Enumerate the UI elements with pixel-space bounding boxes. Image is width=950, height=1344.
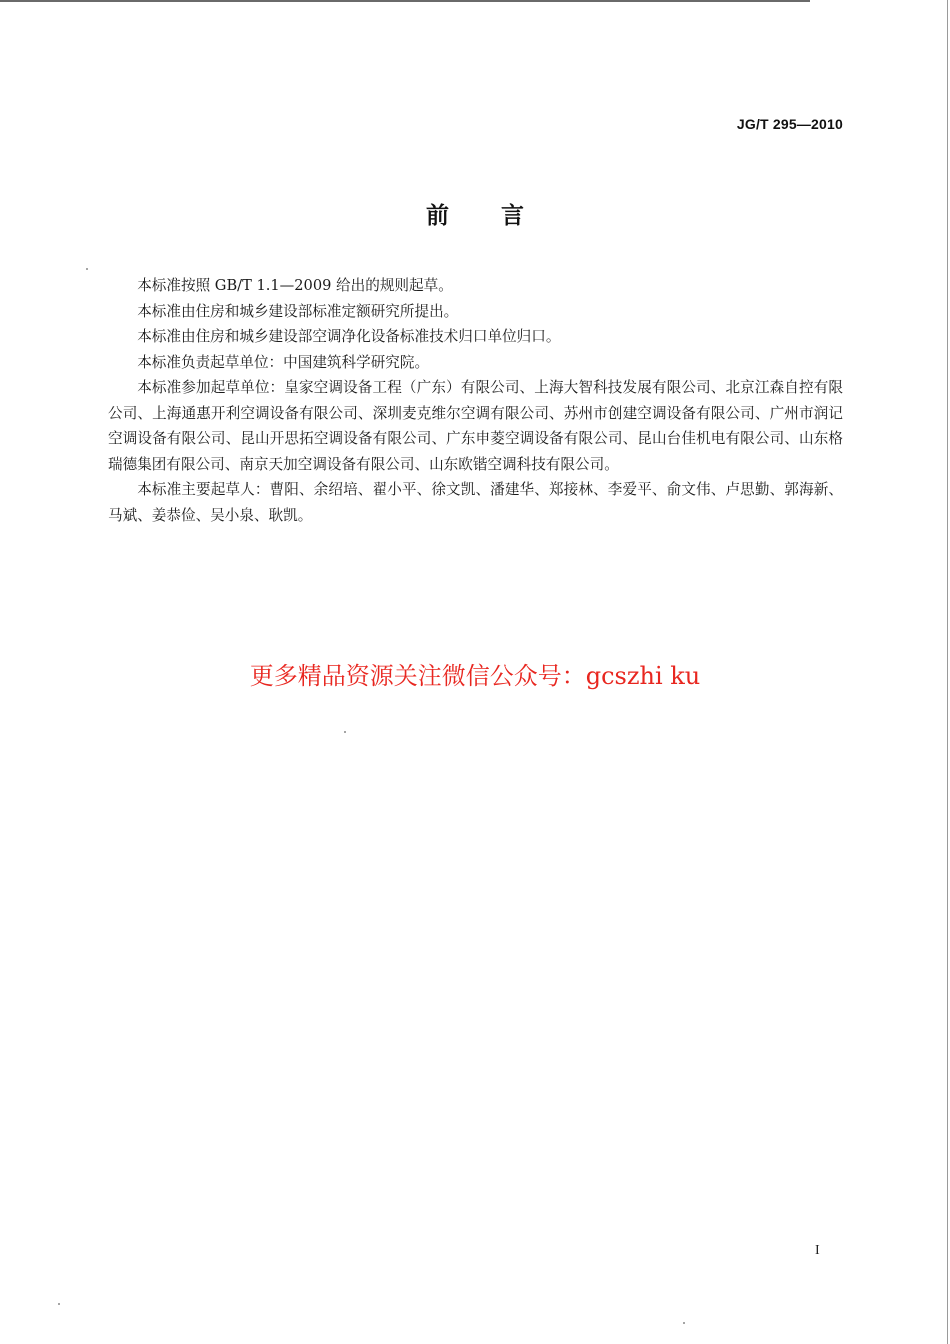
scan-speck <box>344 731 346 733</box>
standard-code: JG/T 295—2010 <box>736 116 843 132</box>
paragraph-administrator: 本标准由住房和城乡建设部空调净化设备标准技术归口单位归口。 <box>137 328 561 345</box>
paragraph-participating-units: 本标准参加起草单位：皇家空调设备工程（广东）有限公司、上海大智科技发展有限公司、北京江森自控有限公司、上海通惠开利空调设备有限公司、深圳麦克维尔空调有限公司、苏州市创建空调设备有限公司、广州市润记空调设备有限公司、昆山开思拓空调设备有限公司、广东申菱空调设备有限公司、昆山台佳机电有限公司、山东格瑞德集团有限公司、南京天加空调设备有限公司、山东欧锴空调科技有限公司。 <box>108 379 843 473</box>
paragraph-responsible-unit: 本标准负责起草单位：中国建筑科学研究院。 <box>137 353 430 371</box>
foreword-body <box>108 273 843 528</box>
paragraph-main-drafters: 本标准主要起草人：曹阳、余绍培、翟小平、徐文凯、潘建华、郑接林、李爱平、俞文伟、卢思勤、郭海新、马斌、姜恭俭、吴小泉、耿凯。 <box>108 481 843 524</box>
scan-speck <box>58 1303 60 1305</box>
scan-speck <box>683 1322 685 1324</box>
watermark-text: 更多精品资源关注微信公众号：gcszhi ku <box>249 662 701 690</box>
scan-edge-top <box>0 0 810 2</box>
paragraph-drafting-rules: 本标准按照 GB/T 1.1—2009 给出的规则起草。 <box>137 277 453 294</box>
page-title <box>0 197 950 230</box>
title-char-1: 前 <box>426 202 449 229</box>
title-char-2: 言 <box>501 202 524 229</box>
page-number: I <box>815 1243 820 1258</box>
scan-speck <box>86 268 88 270</box>
paragraph-proposer: 本标准由住房和城乡建设部标准定额研究所提出。 <box>137 302 459 320</box>
